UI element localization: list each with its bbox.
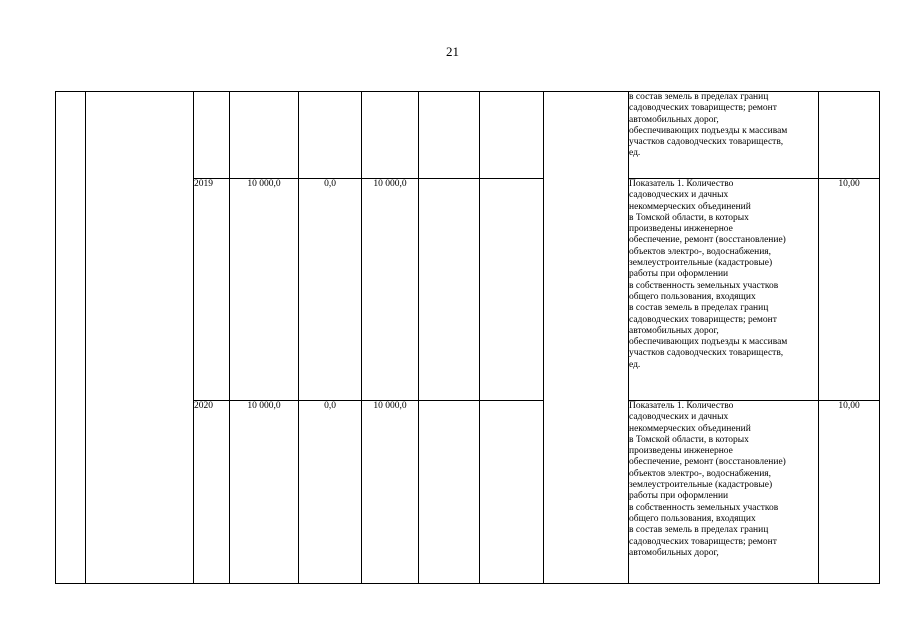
amount-federal-cell: 0,0 bbox=[299, 401, 362, 584]
indicator-line: обеспечение, ремонт (восстановление) bbox=[629, 457, 786, 468]
indicator-cell bbox=[629, 179, 819, 401]
indicator-line: садоводческих товариществ; ремонт bbox=[629, 536, 777, 547]
indicator-line: в состав земель в пределах границ bbox=[629, 525, 769, 536]
amount-total-cell: 10 000,0 bbox=[230, 179, 299, 401]
indicator-line: автомобильных дорог, bbox=[629, 114, 719, 125]
indicator-line: обеспечивающих подъезды к массивам bbox=[629, 337, 788, 348]
task-name-cell bbox=[86, 92, 194, 584]
indicator-line: Показатель 1. Количество bbox=[629, 401, 734, 411]
indicator-line: в собственность земельных участков bbox=[629, 280, 779, 291]
amount-regional-cell bbox=[362, 92, 419, 179]
amount-total-cell bbox=[230, 92, 299, 179]
table-row bbox=[56, 92, 880, 179]
indicator-line: участков садоводческих товариществ, bbox=[629, 348, 784, 359]
indicator-line: участков садоводческих товариществ, bbox=[629, 137, 784, 148]
indicator-line: автомобильных дорог, bbox=[629, 547, 719, 558]
indicator-line: обеспечивающих подъезды к массивам bbox=[629, 125, 788, 136]
indicator-line: автомобильных дорог, bbox=[629, 325, 719, 336]
indicator-line: общего пользования, входящих bbox=[629, 291, 756, 302]
executor-cell bbox=[544, 92, 629, 584]
indicator-line: обеспечение, ремонт (восстановление) bbox=[629, 235, 786, 246]
page-number: 21 bbox=[446, 44, 459, 59]
indicator-line: объектов электро-, водоснабжения, bbox=[629, 246, 772, 257]
year-cell bbox=[194, 92, 230, 179]
amount-local-cell bbox=[419, 401, 480, 584]
amount-federal-cell: 0,0 bbox=[299, 179, 362, 401]
indicator-line: землеустроительные (кадастровые) bbox=[629, 480, 773, 491]
indicator-line: в состав земель в пределах границ bbox=[629, 303, 769, 314]
program-table bbox=[55, 91, 880, 584]
indicator-line: работы при оформлении bbox=[629, 269, 729, 280]
indicator-line: садоводческих и дачных bbox=[629, 190, 729, 201]
amount-regional-cell: 10 000,0 bbox=[362, 179, 419, 401]
amount-other-cell bbox=[480, 401, 544, 584]
indicator-line: общего пользования, входящих bbox=[629, 513, 756, 524]
indicator-line: землеустроительные (кадастровые) bbox=[629, 258, 773, 269]
indicator-line: садоводческих и дачных bbox=[629, 412, 729, 423]
amount-total-cell: 10 000,0 bbox=[230, 401, 299, 584]
indicator-line: в состав земель в пределах границ bbox=[629, 92, 769, 102]
amount-other-cell bbox=[480, 179, 544, 401]
indicator-line: работы при оформлении bbox=[629, 491, 729, 502]
year-cell: 2019 bbox=[194, 179, 230, 401]
indicator-line: произведены инженерное bbox=[629, 446, 733, 457]
amount-local-cell bbox=[419, 179, 480, 401]
indicator-line: садоводческих товариществ; ремонт bbox=[629, 103, 777, 114]
indicator-line: в собственность земельных участков bbox=[629, 502, 779, 513]
amount-local-cell bbox=[419, 92, 480, 179]
amount-federal-cell bbox=[299, 92, 362, 179]
indicator-line: Показатель 1. Количество bbox=[629, 179, 734, 189]
indicator-cell bbox=[629, 401, 819, 584]
indicator-line: объектов электро-, водоснабжения, bbox=[629, 468, 772, 479]
indicator-line: ед. bbox=[629, 359, 641, 370]
indicator-line: в Томской области, в которых bbox=[629, 434, 749, 445]
indicator-line: некоммерческих объединений bbox=[629, 201, 751, 212]
indicator-line: некоммерческих объединений bbox=[629, 423, 751, 434]
indicator-line: в Томской области, в которых bbox=[629, 212, 749, 223]
indicator-cell bbox=[629, 92, 819, 179]
indicator-line: садоводческих товариществ; ремонт bbox=[629, 314, 777, 325]
number-cell bbox=[56, 92, 86, 584]
indicator-value-cell: 10,00 bbox=[819, 179, 880, 401]
indicator-line: ед. bbox=[629, 148, 641, 159]
indicator-value-cell bbox=[819, 92, 880, 179]
indicator-line: произведены инженерное bbox=[629, 224, 733, 235]
amount-regional-cell: 10 000,0 bbox=[362, 401, 419, 584]
year-cell: 2020 bbox=[194, 401, 230, 584]
amount-other-cell bbox=[480, 92, 544, 179]
indicator-value-cell: 10,00 bbox=[819, 401, 880, 584]
